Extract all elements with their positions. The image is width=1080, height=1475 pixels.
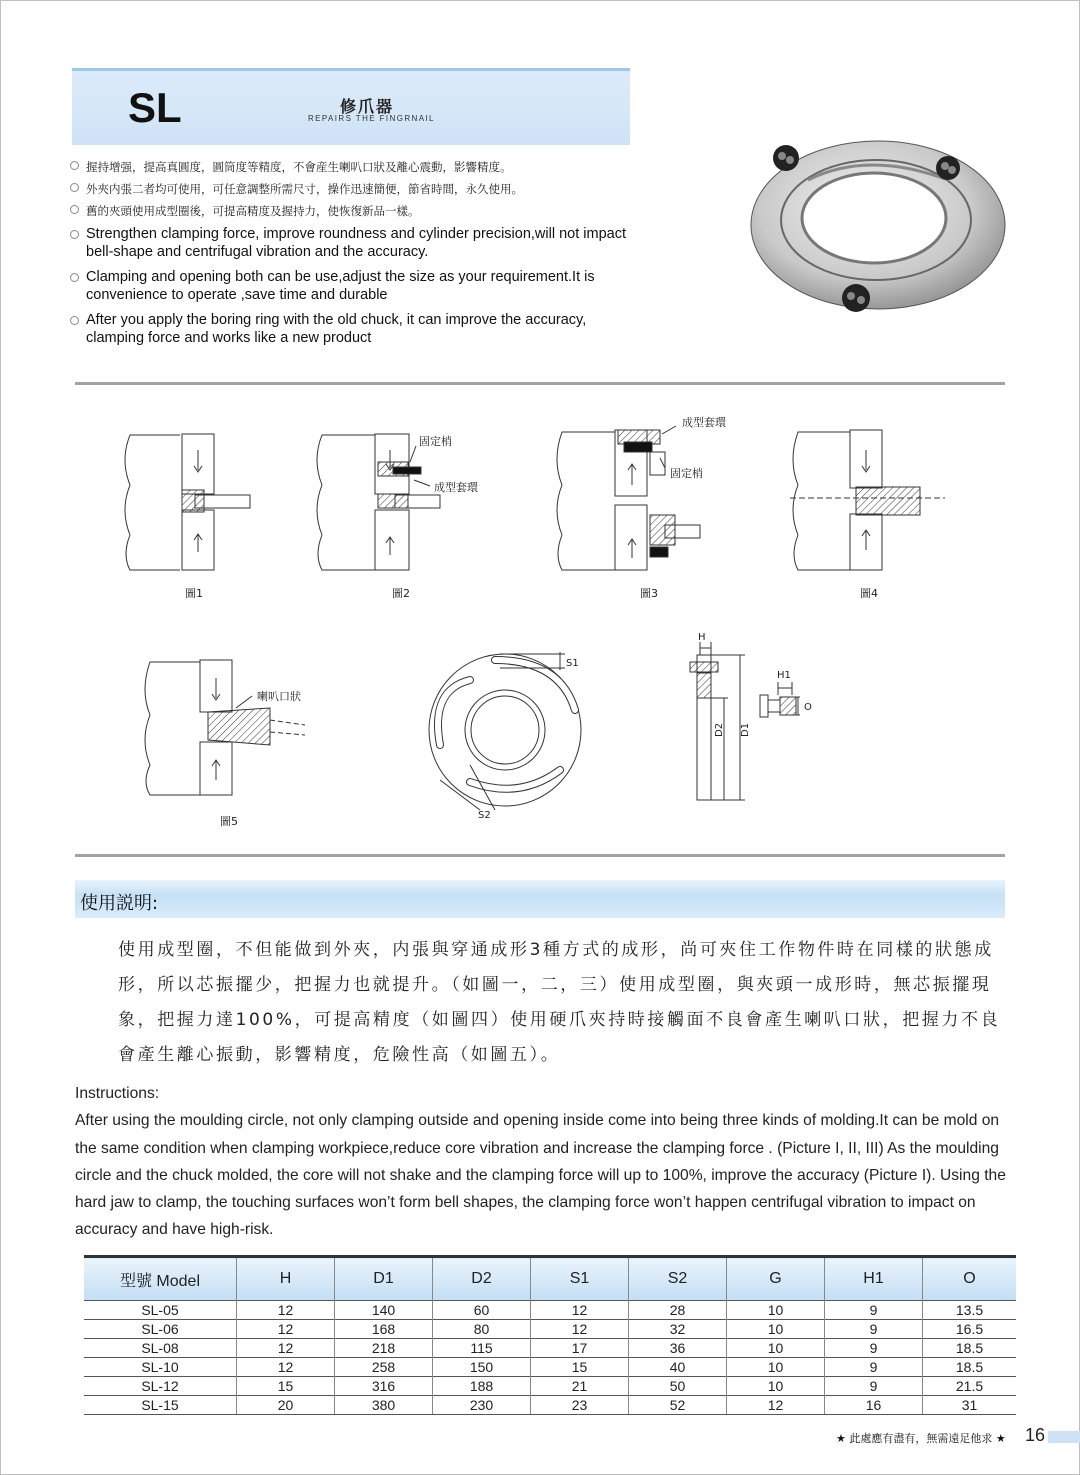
table-cell: SL-05 — [84, 1301, 237, 1320]
table-cell: 258 — [335, 1358, 433, 1377]
table-cell: 18.5 — [923, 1339, 1017, 1358]
table-cell: 18.5 — [923, 1358, 1017, 1377]
table-cell: 80 — [433, 1320, 531, 1339]
table-cell: 150 — [433, 1358, 531, 1377]
table-cell: 10 — [727, 1301, 825, 1320]
table-cell: 32 — [629, 1320, 727, 1339]
table-cell: 10 — [727, 1377, 825, 1396]
table-cell: 12 — [531, 1320, 629, 1339]
table-cell: 9 — [825, 1377, 923, 1396]
divider — [75, 854, 1005, 857]
figure-1 — [125, 434, 250, 570]
table-cell: 60 — [433, 1301, 531, 1320]
col-header: O — [923, 1257, 1017, 1301]
fig1-label: 圖1 — [185, 587, 203, 600]
table-cell: 10 — [727, 1339, 825, 1358]
table-cell: 230 — [433, 1396, 531, 1415]
usage-title: 使用説明: — [80, 893, 159, 914]
fig3-label: 圖3 — [640, 587, 658, 600]
instructions-label: Instructions: — [75, 1085, 160, 1102]
table-cell: 12 — [237, 1301, 335, 1320]
table-body — [84, 1301, 1016, 1415]
feature-text: 舊的夾頭使用成型圈後，可提高精度及握持力，使恢復新品一樣。 — [86, 204, 420, 218]
table-cell: SL-12 — [84, 1377, 237, 1396]
table-cell: 15 — [237, 1377, 335, 1396]
figure-3 — [557, 426, 700, 570]
table-cell: 23 — [531, 1396, 629, 1415]
table-cell: 12 — [727, 1396, 825, 1415]
table-cell: 50 — [629, 1377, 727, 1396]
instructions-text: After using the moulding circle, not only clamping outside and opening inside come into being three kinds of molding.It can be mold on the same condition when clamping workpiece,reduce core vibration and increase the clamping force . (Picture I, II, III) As the moulding circle and the chuck molded, the core will not shake and the clamping force will up to 100%, improve the accuracy (Picture I). Using the hard jaw to clamp, the touching surfaces won’t form bell shapes, the clamping force won’t happen centrifugal vibration to impact on accuracy and have high-risk. — [75, 1112, 1006, 1239]
col-header: S2 — [629, 1257, 727, 1301]
feature-item — [70, 311, 640, 347]
page-number-bar — [1048, 1431, 1080, 1443]
table-cell: 40 — [629, 1358, 727, 1377]
fig4-label: 圖4 — [860, 587, 878, 600]
figure-2 — [317, 434, 440, 570]
table-cell: 218 — [335, 1339, 433, 1358]
feature-item — [70, 178, 640, 200]
col-header: D2 — [433, 1257, 531, 1301]
dim-d1-label: D1 — [740, 722, 751, 737]
col-header: G — [727, 1257, 825, 1301]
table-cell: SL-06 — [84, 1320, 237, 1339]
feature-list — [70, 156, 640, 354]
figure-5 — [145, 660, 305, 795]
bell-mouth-label: 喇叭口狀 — [257, 690, 301, 703]
divider — [75, 382, 1005, 385]
fig2-label: 圖2 — [392, 587, 410, 600]
ring-drawing — [429, 652, 581, 810]
forming-ring-label-2: 成型套環 — [434, 481, 478, 494]
feature-text: Clamping and opening both can be use,adjust the size as your requirement.It is convenience to operate ,save time and durable — [86, 269, 595, 303]
col-header: 型號 Model — [84, 1257, 237, 1301]
table-row — [84, 1396, 1016, 1415]
forming-ring-label-3: 成型套環 — [682, 416, 726, 429]
table-header-row — [84, 1257, 1016, 1301]
dim-o-label: O — [804, 702, 812, 713]
table-cell: 188 — [433, 1377, 531, 1396]
model-code: SL — [128, 84, 182, 131]
col-header: H — [237, 1257, 335, 1301]
feature-text: Strengthen clamping force, improve roundness and cylinder precision,will not impact bell-shape and centrifugal vibration and the accuracy. — [86, 226, 626, 260]
table-cell: 28 — [629, 1301, 727, 1320]
figure-4 — [790, 430, 945, 570]
table-cell: 10 — [727, 1320, 825, 1339]
table-cell: SL-08 — [84, 1339, 237, 1358]
feature-text: After you apply the boring ring with the old chuck, it can improve the accuracy, clamping force and works like a new product — [86, 312, 587, 346]
dim-d2-label: D2 — [714, 722, 725, 737]
col-header: S1 — [531, 1257, 629, 1301]
table-cell: 115 — [433, 1339, 531, 1358]
table-cell: 21 — [531, 1377, 629, 1396]
fig5-label: 圖5 — [220, 815, 238, 828]
table-cell: 140 — [335, 1301, 433, 1320]
feature-item — [70, 225, 640, 261]
bullet-icon — [70, 161, 79, 170]
dim-h1-label: H1 — [777, 670, 791, 681]
table-cell: 15 — [531, 1358, 629, 1377]
fixed-pin-label-2: 固定梢 — [419, 435, 452, 448]
feature-text: 外夾内張二者均可使用，可任意調整所需尺寸，操作迅速簡便，節省時間，永久使用。 — [86, 182, 523, 196]
bullet-icon — [70, 183, 79, 192]
table-cell: 12 — [531, 1301, 629, 1320]
table-cell: 17 — [531, 1339, 629, 1358]
instructions-block — [75, 1080, 1010, 1244]
col-header: D1 — [335, 1257, 433, 1301]
product-photo — [748, 140, 1008, 320]
table-cell: SL-15 — [84, 1396, 237, 1415]
table-row — [84, 1358, 1016, 1377]
table-cell: 13.5 — [923, 1301, 1017, 1320]
title-en: REPAIRS THE FINGRNAIL — [308, 114, 435, 123]
table-cell: 52 — [629, 1396, 727, 1415]
usage-header-bar — [75, 880, 1005, 918]
table-cell: 12 — [237, 1358, 335, 1377]
table-cell: 9 — [825, 1301, 923, 1320]
technical-figures — [0, 390, 1080, 840]
table-cell: 16.5 — [923, 1320, 1017, 1339]
table-cell: 9 — [825, 1339, 923, 1358]
table-cell: 10 — [727, 1358, 825, 1377]
dim-h-label: H — [698, 632, 706, 643]
table-cell: 16 — [825, 1396, 923, 1415]
usage-text-cn: 使用成型圈，不但能做到外夾，内張與穿通成形3種方式的成形，尚可夾住工作物件時在同樣的狀態成形，所以芯振擺少，把握力也就提升。（如圖一，二，三）使用成型圈，與夾頭一成形時，無芯振擺現象，把握力達100%，可提高精度（如圖四）使用硬爪夾持時接觸面不良會產生喇叭口狀，把握力不良會產生離心振動，影響精度，危險性高（如圖五）。 — [118, 940, 1001, 1065]
table-cell: 380 — [335, 1396, 433, 1415]
bullet-icon — [70, 205, 79, 214]
dim-s2-label: S2 — [478, 810, 491, 821]
table-cell: 21.5 — [923, 1377, 1017, 1396]
feature-text: 握持增强，提高真圓度，圓筒度等精度，不會産生喇叭口狀及離心震動，影響精度。 — [86, 160, 512, 174]
bullet-icon — [70, 316, 79, 325]
page-number: 16 — [1025, 1425, 1046, 1445]
feature-item — [70, 200, 640, 222]
col-header: H1 — [825, 1257, 923, 1301]
spec-table — [84, 1255, 1016, 1415]
table-cell: 12 — [237, 1320, 335, 1339]
bullet-icon — [70, 273, 79, 282]
footer-note: ★ 此處應有盡有，無需遠足他求 ★ — [836, 1432, 1006, 1445]
feature-item — [70, 268, 640, 304]
feature-item — [70, 156, 640, 178]
table-row — [84, 1339, 1016, 1358]
table-cell: 9 — [825, 1320, 923, 1339]
table-cell: 31 — [923, 1396, 1017, 1415]
table-cell: 12 — [237, 1339, 335, 1358]
bullet-icon — [70, 230, 79, 239]
table-row — [84, 1301, 1016, 1320]
table-cell: 316 — [335, 1377, 433, 1396]
dim-s1-label: S1 — [566, 658, 579, 669]
table-cell: 9 — [825, 1358, 923, 1377]
fixed-pin-label-3: 固定梢 — [670, 467, 703, 480]
table-cell: 20 — [237, 1396, 335, 1415]
table-cell: SL-10 — [84, 1358, 237, 1377]
table-row — [84, 1377, 1016, 1396]
title-cn: 修爪器 — [340, 97, 395, 116]
table-cell: 36 — [629, 1339, 727, 1358]
side-section-drawing — [690, 642, 800, 800]
table-cell: 168 — [335, 1320, 433, 1339]
table-row — [84, 1320, 1016, 1339]
